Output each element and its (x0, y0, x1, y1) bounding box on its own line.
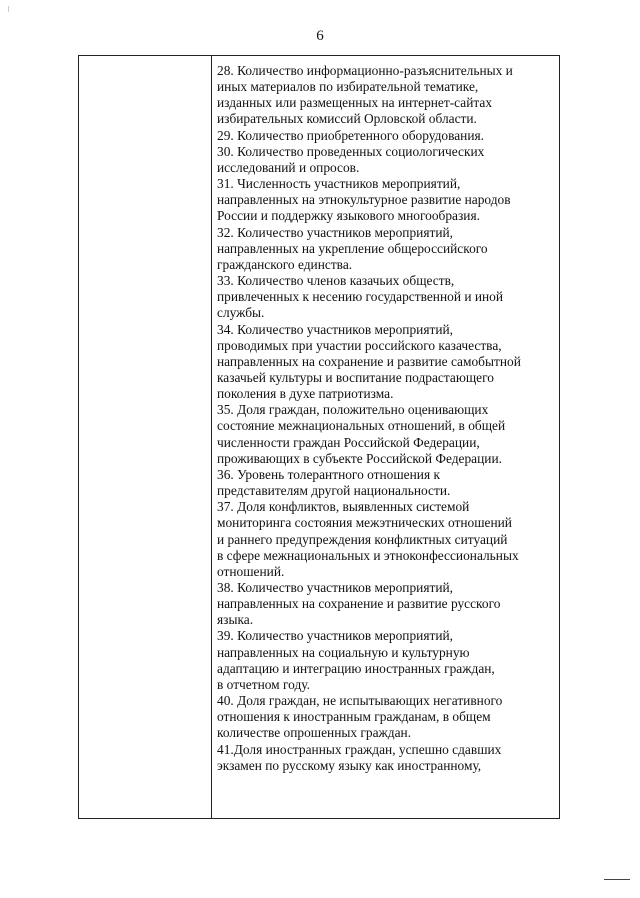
indicator-line: 33. Количество членов казачьих обществ, (217, 273, 455, 289)
page-number: 6 (316, 28, 324, 44)
indicator-line: представителям другой национальности. (217, 483, 451, 499)
indicator-line: направленных на укрепление общероссийского (217, 240, 488, 256)
indicator-item (217, 628, 559, 693)
indicator-line: 38. Количество участников мероприятий, (217, 580, 454, 595)
indicator-line: отношений. (217, 563, 285, 579)
indicator-item (217, 144, 559, 176)
indicator-line: 31. Численность участников мероприятий, (217, 176, 461, 192)
indicator-list (217, 63, 559, 774)
indicator-item (217, 273, 559, 321)
indicator-item (217, 63, 559, 128)
table-left-column (79, 56, 212, 818)
indicator-line: изданных или размещенных на интернет-сайтах (217, 95, 493, 111)
indicator-line: иных материалов по избирательной тематике, (217, 79, 479, 95)
indicator-line: численности граждан Российской Федерации, (217, 434, 480, 450)
indicator-line: 34. Количество участников мероприятий, (217, 321, 454, 337)
indicator-line: состояние межнациональных отношений, в общей (217, 418, 506, 434)
indicator-line: направленных на сохранение и развитие самобытной (217, 353, 521, 369)
indicator-table (78, 55, 560, 819)
indicator-line: в сфере межнациональных и этноконфессиональных (217, 547, 519, 563)
indicator-line: 37. Доля конфликтов, выявленных системой (217, 499, 470, 515)
indicator-line: 28. Количество информационно-разъяснительных и (217, 63, 513, 78)
indicator-line: исследований и опросов. (217, 159, 360, 175)
indicator-item (217, 580, 559, 628)
indicator-item (217, 402, 559, 467)
indicator-item (217, 693, 559, 741)
indicator-line: поколения в духе патриотизма. (217, 386, 394, 402)
indicator-line: экзамен по русскому языку как иностранному, (217, 757, 482, 773)
indicator-item (217, 742, 559, 774)
indicator-line: языка. (217, 612, 254, 628)
indicator-line: казачьей культуры и воспитание подрастающего (217, 369, 494, 385)
indicator-line: 35. Доля граждан, положительно оценивающих (217, 402, 489, 418)
scan-tick (8, 6, 9, 12)
indicator-line: 29. Количество приобретенного оборудования. (217, 127, 485, 143)
indicator-line: проводимых при участии российского казачества, (217, 337, 502, 353)
indicator-line: 32. Количество участников мероприятий, (217, 224, 454, 240)
indicator-item (217, 322, 559, 403)
indicator-line: избирательных комиссий Орловской области. (217, 111, 477, 127)
indicator-item (217, 499, 559, 580)
indicator-item (217, 225, 559, 273)
indicator-line: 40. Доля граждан, не испытывающих негативного (217, 693, 503, 709)
indicator-line: направленных на сохранение и развитие русского (217, 596, 501, 612)
indicator-line: адаптацию и интеграцию иностранных граждан, (217, 660, 495, 676)
scan-mark (604, 879, 630, 880)
indicator-line: и раннего предупреждения конфликтных ситуаций (217, 531, 508, 547)
indicator-item (217, 467, 559, 499)
indicator-line: России и поддержку языкового многообразия. (217, 208, 480, 224)
indicator-line: проживающих в субъекте Российской Федерации. (217, 450, 502, 466)
indicator-line: в отчетном году. (217, 676, 310, 692)
indicator-line: привлеченных к несению государственной и иной (217, 289, 504, 305)
indicator-line: службы. (217, 305, 265, 321)
indicator-line: количестве опрошенных граждан. (217, 725, 412, 741)
indicator-line: направленных на социальную и культурную (217, 644, 470, 660)
indicator-line: 39. Количество участников мероприятий, (217, 628, 454, 644)
indicator-line: 30. Количество проведенных социологических (217, 143, 485, 159)
indicator-item (217, 176, 559, 224)
indicator-line: направленных на этнокультурное развитие народов (217, 192, 511, 208)
indicator-line: мониторинга состояния межэтнических отношений (217, 515, 512, 531)
indicator-line: 36. Уровень толерантного отношения к (217, 466, 440, 482)
indicator-item (217, 128, 559, 144)
indicator-line: 41.Доля иностранных граждан, успешно сдавших (217, 741, 502, 757)
indicator-line: отношения к иностранным гражданам, в общем (217, 709, 491, 725)
indicator-line: гражданского единства. (217, 256, 353, 272)
